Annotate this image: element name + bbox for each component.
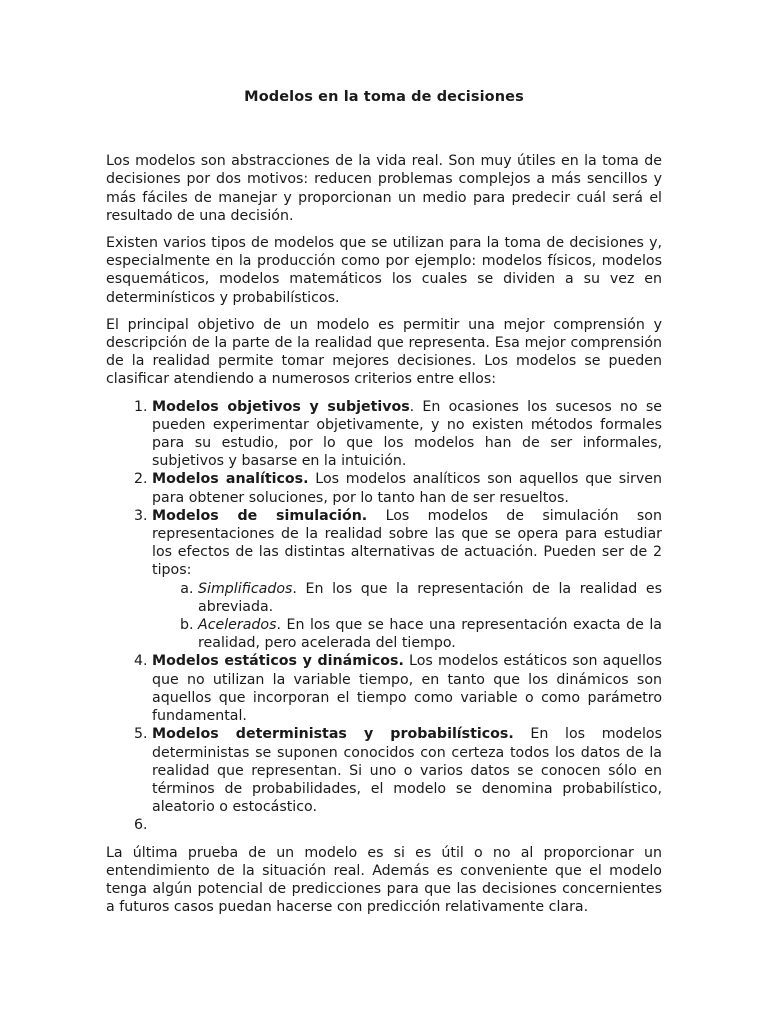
sub-list-item xyxy=(198,580,662,616)
list-item-text: Los modelos de simulación son representaciones de la realidad sobre las que se opera para estudiar los efectos de las distintas alternativas de actuación. Pueden ser de 2 tipos: xyxy=(152,507,662,579)
list-item xyxy=(152,470,662,506)
sub-list-item-term: Acelerados xyxy=(198,617,277,634)
simulation-types-list xyxy=(152,580,662,653)
list-item-text: En los modelos deterministas se suponen conocidos con certeza todos los datos de la realidad que representan. Si uno o varios datos se conocen sólo en términos de probabilidades, el modelo se denomina probabilístico, aleatorio o estocástico. xyxy=(152,726,662,816)
paragraph-types: Existen varios tipos de modelos que se utilizan para la toma de decisiones y, especialmente en la producción como por ejemplo: modelos físicos, modelos esquemáticos, modelos matemáticos los cuales se dividen a su vez en determinísticos y probabilísticos. xyxy=(106,235,662,306)
list-item-empty xyxy=(152,816,662,834)
list-item-term: Modelos objetivos y subjetivos xyxy=(152,398,410,415)
document-title: Modelos en la toma de decisiones xyxy=(244,89,524,105)
list-item-text: Los modelos analíticos son aquellos que sirven para obtener soluciones, por lo tanto han de ser resueltos. xyxy=(152,471,662,506)
paragraph-closing: La última prueba de un modelo es si es útil o no al proporcionar un entendimiento de la situación real. Además es conveniente que el modelo tenga algún potencial de predicciones para que las decisiones concernientes a futuros casos puedan hacerse con predicción relativamente clara. xyxy=(106,844,662,916)
sub-list-item xyxy=(198,616,662,652)
list-item xyxy=(152,398,662,471)
list-item-text: Los modelos estáticos son aquellos que no utilizan la variable tiempo, en tanto que los dinámicos son aquellos que incorporan el tiempo como variable o como parámetro fundamental. xyxy=(152,653,663,725)
document-page xyxy=(106,88,662,925)
list-item-term: Modelos deterministas y probabilísticos. xyxy=(152,726,514,743)
list-item xyxy=(152,725,662,816)
list-item xyxy=(152,652,662,725)
list-item-term: Modelos estáticos y dinámicos. xyxy=(152,653,404,670)
model-types-list xyxy=(106,398,662,835)
sub-list-item-text: . En los que la representación de la realidad es abreviada. xyxy=(198,580,662,615)
list-item-term: Modelos de simulación. xyxy=(152,507,368,524)
paragraph-objective: El principal objetivo de un modelo es permitir una mejor comprensión y descripción de la parte de la realidad que representa. Esa mejor comprensión de la realidad permite tomar mejores decisiones. Los modelos se pueden clasificar atendiendo a numerosos criterios entre ellos: xyxy=(106,316,662,388)
paragraph-intro: Los modelos son abstracciones de la vida real. Son muy útiles en la toma de decisiones por dos motivos: reducen problemas complejos a más sencillos y más fáciles de manejar y proporcionan un medio para predecir cuál será el resultado de una decisión. xyxy=(106,153,662,224)
sub-list-item-term: Simplificados xyxy=(198,580,293,597)
list-item-text: . En ocasiones los sucesos no se pueden experimentar objetivamente, y no existen métodos formales para su estudio, por lo que los modelos han de ser informales, subjetivos y basarse en la intuición. xyxy=(152,398,662,470)
sub-list-item-text: . En los que se hace una representación exacta de la realidad, pero acelerada del tiempo. xyxy=(198,617,662,652)
list-item xyxy=(152,507,662,653)
list-item-term: Modelos analíticos. xyxy=(152,471,309,488)
